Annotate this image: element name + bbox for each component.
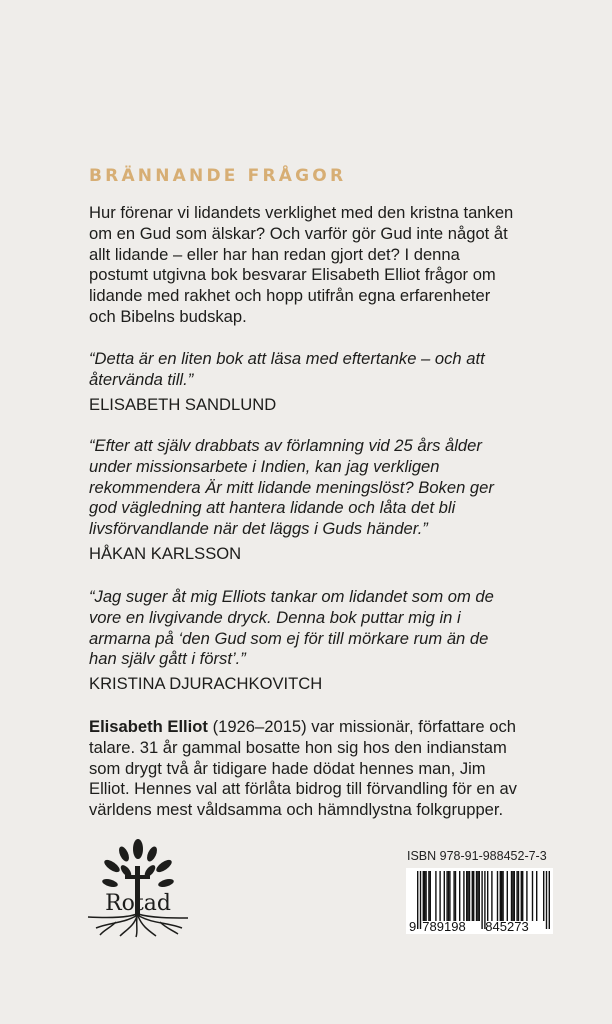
barcode-bar [512, 871, 513, 921]
barcode-bar [543, 871, 544, 921]
blurb-line: Hur förenar vi lidandets verklighet med den kristna tanken [89, 203, 514, 222]
barcode-bar [481, 871, 482, 929]
barcode-bar [491, 871, 492, 921]
quote-author: ELISABETH SANDLUND [89, 394, 277, 414]
barcode-bar [502, 871, 503, 921]
review-quote [89, 349, 559, 417]
barcode-bar [518, 871, 519, 921]
publisher-logo-text: Rotad [105, 891, 171, 916]
barcode-bar [497, 871, 498, 921]
blurb-line: och Bibelns budskap. [89, 306, 247, 326]
barcode-bar [417, 871, 418, 929]
blurb-line: om en Gud som älskar? Och varför gör Gud inte något åt [89, 223, 508, 243]
blurb-line: allt lidande – eller har han redan gjort det? I denna [89, 244, 460, 264]
barcode-bar [501, 871, 502, 921]
barcode-bar [522, 871, 523, 921]
blurb-paragraph [89, 203, 559, 328]
bio-line: Elliot. Hennes val att förlåta bidrog till förvandling för en av [89, 779, 517, 799]
barcode-bar [446, 871, 447, 921]
bio-line: världens mest våldsamma och hämndlystna folkgrupper. [89, 800, 504, 820]
quote-line: livsförvandlande när det läggs i Guds händer.” [89, 519, 428, 539]
barcode-bar [516, 871, 517, 921]
quote-line: han själv gått i först’.” [89, 649, 246, 669]
barcode-bar [521, 871, 522, 921]
barcode-bar [536, 871, 537, 921]
quote-line: rekommendera Är mitt lidande meningslöst? Boken ger [89, 477, 494, 497]
barcode-bar [425, 871, 426, 921]
review-quote [89, 436, 559, 566]
barcode-bar [469, 871, 470, 921]
barcode-icon [406, 868, 553, 934]
review-quote [89, 587, 559, 696]
barcode-bar [463, 871, 464, 921]
quote-line: “Detta är en liten bok att läsa med eftertanke – och att [89, 349, 485, 368]
barcode-bar [500, 871, 501, 921]
barcode-lead-digit: 9 [409, 919, 417, 934]
barcode-left-digits: 789198 [422, 919, 466, 934]
barcode-bar [430, 871, 431, 921]
book-title-heading: BRÄNNANDE FRÅGOR [89, 166, 347, 186]
quote-line: armarna på ‘den Gud som ej för till mörkare rum än de [89, 628, 489, 648]
barcode-bar [476, 871, 477, 921]
barcode-bar [449, 871, 450, 921]
barcode-bar [453, 871, 454, 921]
barcode-bar [428, 871, 429, 921]
barcode-bar [439, 871, 440, 921]
quote-line: “Jag suger åt mig Elliots tankar om lidandet som om de [89, 587, 494, 606]
barcode-bar [473, 871, 474, 921]
barcode-bar [479, 871, 480, 921]
barcode-bar [459, 871, 460, 921]
barcode-bar [487, 871, 488, 921]
author-bio [89, 717, 559, 821]
blurb-line: lidande med rakhet och hopp utifrån egna erfarenheter [89, 286, 491, 306]
barcode-bar [472, 871, 473, 921]
barcode-bar [424, 871, 425, 921]
barcode-bar [435, 871, 436, 921]
barcode-bar [477, 871, 478, 921]
quote-author: KRISTINA DJURACHKOVITCH [89, 674, 323, 694]
barcode-bar [546, 871, 547, 929]
bio-line: som drygt två år tidigare hade dödat hennes man, Jim [89, 758, 486, 778]
isbn-label: ISBN 978-91-988452-7-3 [407, 849, 547, 863]
quote-line: god vägledning att hantera lidande och låta det bli [89, 498, 456, 518]
barcode-bar [514, 871, 515, 921]
barcode-bar [448, 871, 449, 921]
barcode-right-digits: 845273 [485, 919, 529, 934]
barcode-bar [444, 871, 445, 921]
barcode-bar [455, 871, 456, 921]
barcode-bar [507, 871, 508, 921]
quote-line: “Efter att själv drabbats av förlamning vid 25 års ålder [89, 436, 482, 455]
quote-line: återvända till.” [89, 369, 194, 389]
blurb-line: postumt utgivna bok besvarar Elisabeth Elliot frågor om [89, 265, 496, 285]
quote-line: under missionsarbete i Indien, kan jag verkligen [89, 456, 440, 476]
barcode-bar [420, 871, 421, 929]
bio-line: talare. 31 år gammal bosatte hon sig hos den indianstam [89, 737, 507, 757]
barcode-bar [532, 871, 533, 921]
author-name: Elisabeth Elliot [89, 717, 208, 736]
barcode-bar [466, 871, 467, 921]
barcode-bar [467, 871, 468, 921]
bio-line [89, 717, 559, 738]
quote-line: vore en livgivande dryck. Denna bok puttar mig in i [89, 607, 461, 627]
bio-text: (1926–2015) var missionär, författare och [207, 717, 517, 736]
barcode-bar [549, 871, 550, 929]
barcode-bar [423, 871, 424, 921]
publisher-logo-tree-icon [86, 838, 190, 938]
barcode-bar [511, 871, 512, 921]
barcode-bar [526, 871, 527, 921]
quote-author: HÅKAN KARLSSON [89, 543, 242, 563]
